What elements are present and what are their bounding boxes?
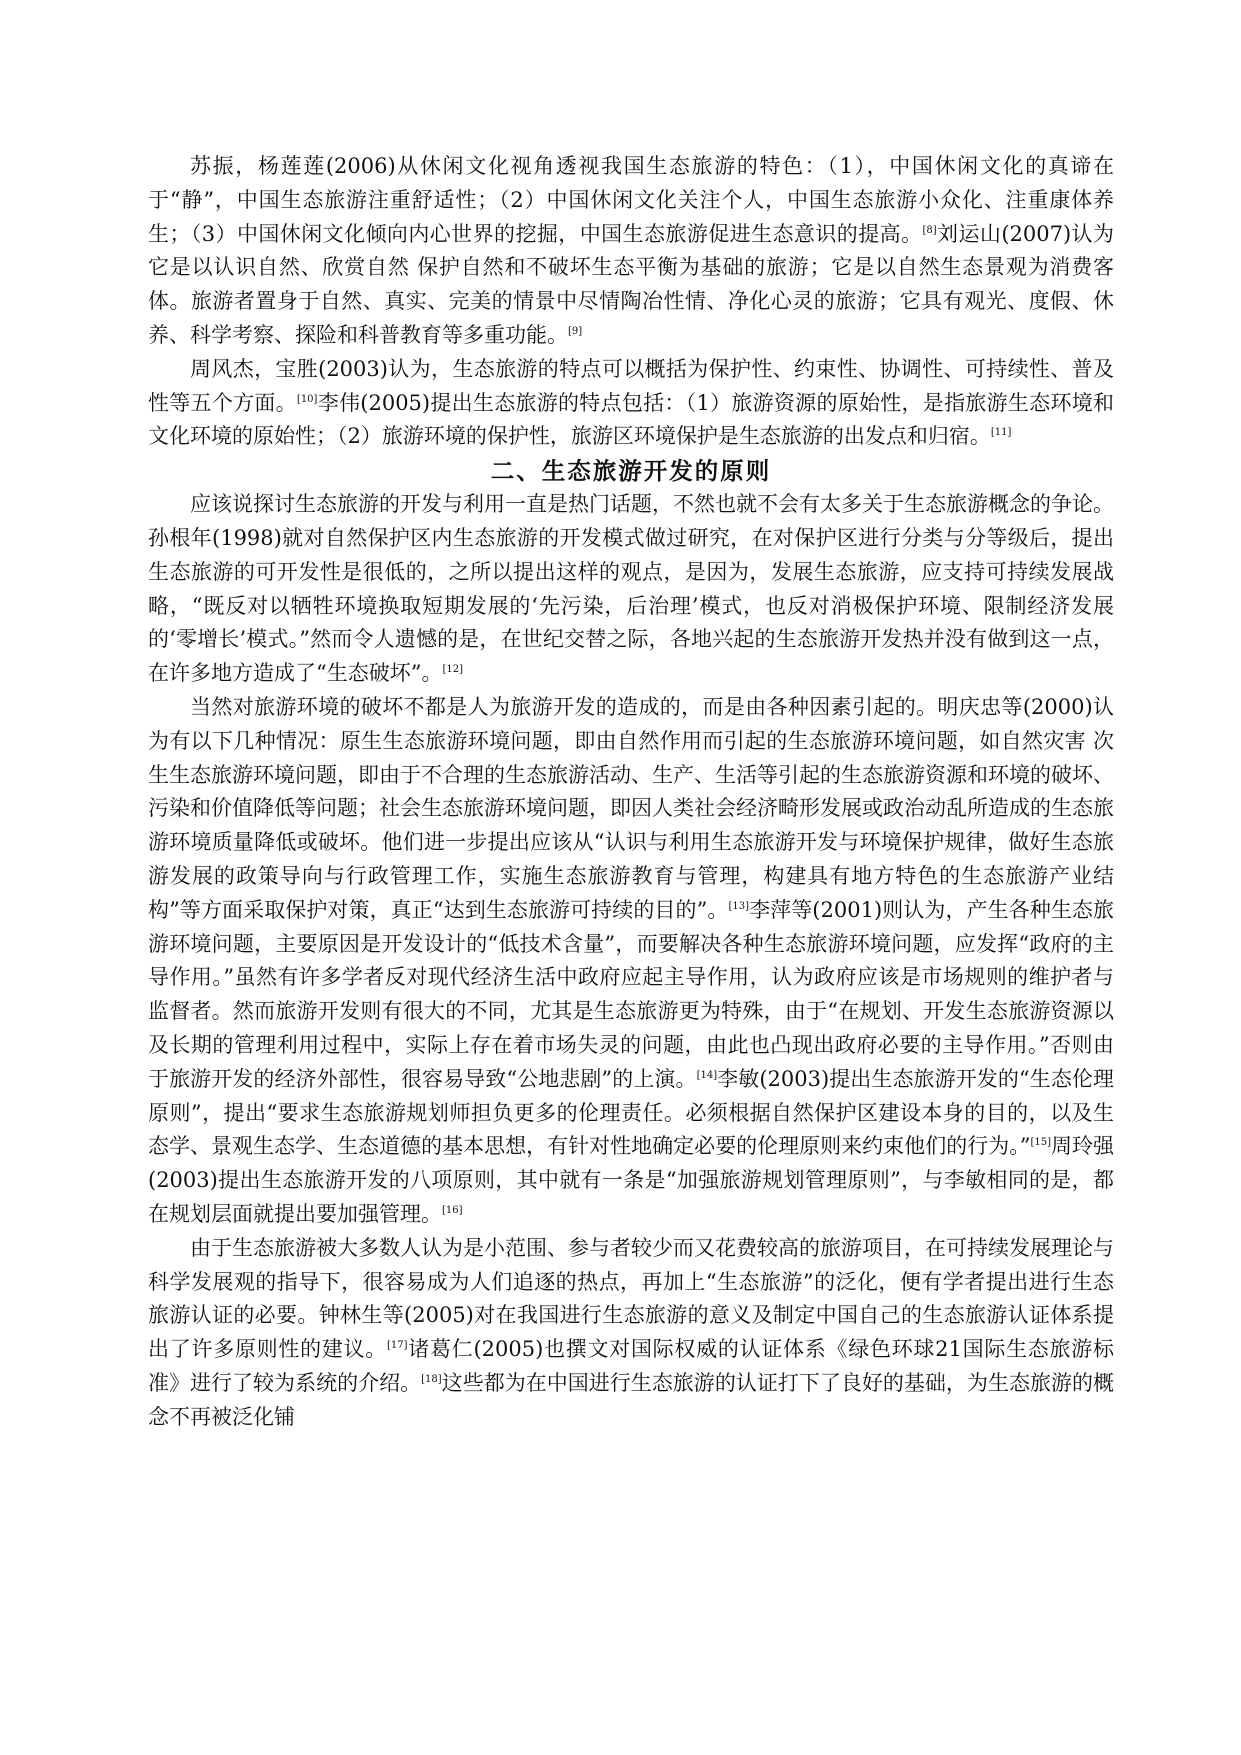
citation-ref: [12] <box>442 664 464 676</box>
paragraph-text: 当然对旅游环境的破坏不都是人为旅游开发的造成的，而是由各种因素引起的。明庆忠等(2000)认为有以下几种情况：原生生态旅游环境问题，即由自然作用而引起的生态旅游环境问题，如自然灾害 次生生态旅游环境问题，即由于不合理的生态旅游活动、生产、生活等引起的生态旅游资源和环境的破坏、污染和价值降低等问题；社会生态旅游环境问题，即因人类社会经济畸形发展或政治动乱所造成的生态旅游环境质量降低或破坏。他们进一步提出应该从“认识与利用生态旅游开发与环境保护规律，做好生态旅游发展的政策导向与行政管理工作，实施生态旅游教育与管理，构建具有地方特色的生态旅游产业结构”等方面采取保护对策，真正“达到生态旅游可持续的目的”。 <box>148 694 1114 922</box>
citation-ref: [11] <box>990 427 1012 439</box>
paragraph-text: 这些都为在中国进行生态旅游的认证打下了良好的基础，为生态旅游的概念不再被泛化铺 <box>148 1370 1115 1429</box>
citation-ref: [18] <box>421 1373 442 1385</box>
citation-ref: [15] <box>1030 1137 1051 1149</box>
paragraph-environmental-damage <box>148 691 1114 1232</box>
citation-ref: [16] <box>442 1204 463 1216</box>
citation-ref: [8] <box>922 224 937 236</box>
paragraph-certification <box>148 1232 1114 1435</box>
paragraph-text: 周风杰，宝胜(2003)认为，生态旅游的特点可以概括为保护性、约束性、协调性、可持续性、普及性等五个方面。 <box>148 356 1114 415</box>
paragraph-text: 刘运山(2007)认为它是以认识自然、欣赏自然 保护自然和不破坏生态平衡为基础的旅游；它是以自然生态景观为消费客体。旅游者置身于自然、真实、完美的情景中尽情陶冶性情、净化心灵的旅游；它具有观光、度假、休养、科学考察、探险和科普教育等多重功能。 <box>148 221 1114 347</box>
section-heading: 二、生态旅游开发的原则 <box>490 457 772 486</box>
citation-ref: [10] <box>296 393 318 405</box>
paragraph-ecotourism-features-su-liu <box>148 150 1114 353</box>
paragraph-text: 李伟(2005)提出生态旅游的特点包括：（1）旅游资源的原始性，是指旅游生态环境和文化环境的原始性；（2）旅游环境的保护性，旅游区环境保护是生态旅游的出发点和归宿。 <box>148 390 1115 449</box>
citation-ref: [9] <box>568 325 583 337</box>
paragraph-text: 由于生态旅游被大多数人认为是小范围、参与者较少而又花费较高的旅游项目，在可持续发展理论与科学发展观的指导下，很容易成为人们追逐的热点，再加上“生态旅游”的泛化，便有学者提出进行生态旅游认证的必要。钟林生等(2005)对在我国进行生态旅游的意义及制定中国自己的生态旅游认证体系提出了许多原则性的建议。 <box>148 1235 1114 1362</box>
paragraph-text: 苏振，杨莲莲(2006)从休闲文化视角透视我国生态旅游的特色：（1），中国休闲文化的真谛在于“静”，中国生态旅游注重舒适性；（2）中国休闲文化关注个人，中国生态旅游小众化、注重康体养生；（3）中国休闲文化倾向内心世界的挖掘，中国生态旅游促进生态意识的提高。 <box>148 154 1114 246</box>
citation-ref: [14] <box>696 1069 718 1081</box>
citation-ref: [17] <box>387 1340 408 1352</box>
paragraph-development-debate <box>148 488 1114 691</box>
paragraph-text: 周玲强(2003)提出生态旅游开发的八项原则，其中就有一条是“加强旅游规划管理原则”，与李敏相同的是，都在规划层面就提出要加强管理。 <box>148 1134 1114 1226</box>
paragraph-ecotourism-features-zhou-li <box>148 353 1114 454</box>
paragraph-text: 李萍等(2001)则认为，产生各种生态旅游环境问题，主要原因是开发设计的“低技术含量”，而要解决各种生态旅游环境问题，应发挥“政府的主导作用。”虽然有许多学者反对现代经济生活中政府应起主导作用，认为政府应该是市场规则的维护者与监督者。然而旅游开发则有很大的不同，尤其是生态旅游更为特殊，由于“在规划、开发生态旅游资源以及长期的管理利用过程中，实际上存在着市场失灵的问题，由此也凸现出政府必要的主导作用。”否则由于旅游开发的经济外部性，很容易导致“公地悲剧”的上演。 <box>148 897 1114 1091</box>
paragraph-text: 李敏(2003)提出生态旅游开发的“生态伦理原则”，提出“要求生态旅游规划师担负更多的伦理责任。必须根据自然保护区建设本身的目的，以及生态学、景观生态学、生态道德的基本思想，有针对性地确定必要的伦理原则来约束他们的行为。” <box>148 1066 1114 1159</box>
paragraph-text: 应该说探讨生态旅游的开发与利用一直是热门话题，不然也就不会有太多关于生态旅游概念的争论。孙根年(1998)就对自然保护区内生态旅游的开发模式做过研究，在对保护区进行分类与分等级后，提出生态旅游的可开发性是很低的，之所以提出这样的观点，是因为，发展生态旅游，应支持可持续发展战略，“既反对以牺牲环境换取短期发展的‘先污染，后治理’模式，也反对消极保护环境、限制经济发展的‘零增长’模式。”然而令人遗憾的是，在世纪交替之际，各地兴起的生态旅游开发热并没有做到这一点，在许多地方造成了“生态破坏”。 <box>148 492 1114 686</box>
citation-ref: [13] <box>728 900 749 912</box>
document-page <box>148 150 1114 1434</box>
paragraph-text: 诸葛仁(2005)也撰文对国际权威的认证体系《绿色环球21国际生态旅游标准》进行了较为系统的介绍。 <box>148 1337 1114 1395</box>
